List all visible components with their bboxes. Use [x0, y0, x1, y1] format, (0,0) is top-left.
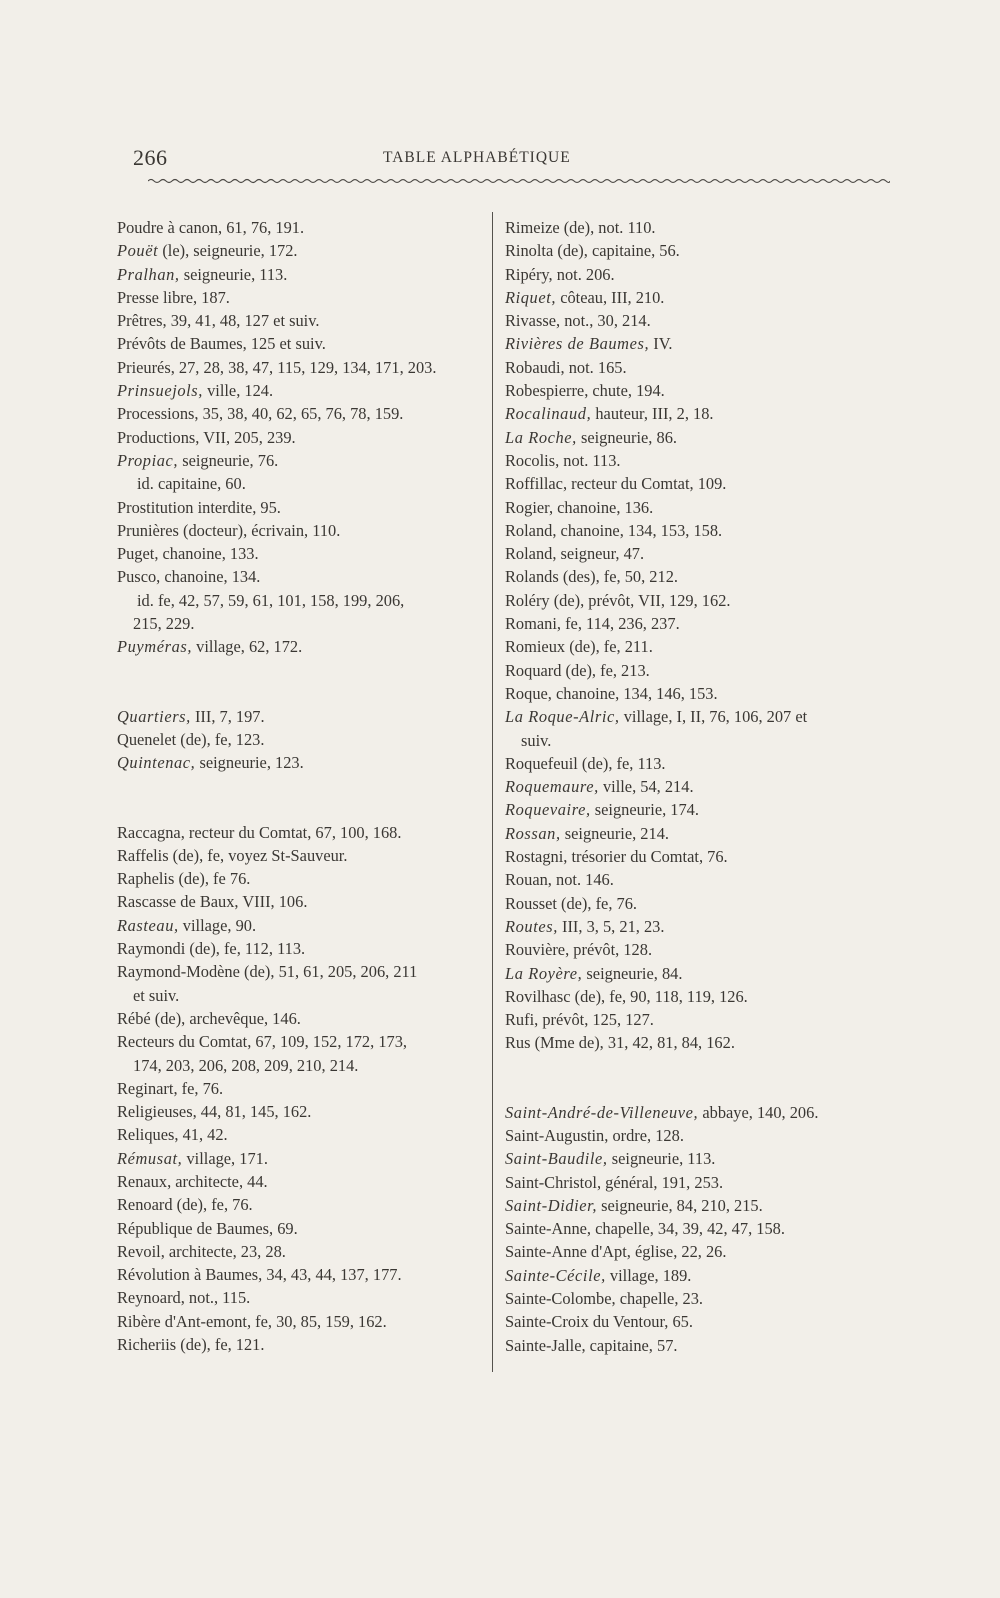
- entry-references: écrivain, 110.: [247, 520, 341, 540]
- entry-heading: Rocolis,: [505, 450, 560, 470]
- entry-references: prévôt, 128.: [569, 940, 653, 960]
- entry-references: 61, 76, 191.: [222, 218, 305, 237]
- entry-references: 27, 28, 38, 47, 115, 129, 134, 171, 203.: [174, 357, 437, 377]
- entry-heading: Roland,: [505, 544, 557, 564]
- entry-references: seigneurie, 76.: [178, 450, 279, 470]
- index-entry: [505, 1240, 875, 1263]
- index-entry: [505, 659, 875, 682]
- entry-heading: Raymond-Modène (de),: [117, 962, 275, 982]
- index-entry: [505, 635, 875, 658]
- index-entry: [505, 239, 875, 262]
- entry-heading: Rasteau,: [117, 915, 179, 935]
- entry-heading: Prostitution interdite,: [117, 497, 257, 517]
- entry-heading: Pralhan,: [117, 264, 180, 284]
- running-title: TABLE ALPHABÉTIQUE: [383, 149, 571, 166]
- index-entry: [505, 1264, 875, 1287]
- index-entry: [117, 890, 482, 913]
- index-entry: [505, 775, 875, 798]
- entry-heading: Saint-Didier,: [505, 1195, 598, 1215]
- entry-heading: Rimeize (de),: [505, 218, 595, 237]
- index-column-left: [117, 216, 482, 1356]
- entry-references: 215, 229.: [133, 614, 195, 634]
- entry-heading: Roléry (de),: [505, 590, 585, 610]
- entry-references: chute, 194.: [588, 381, 665, 401]
- entry-references: 174, 203, 206, 208, 209, 210, 214.: [133, 1055, 359, 1075]
- index-entry: [117, 1100, 482, 1123]
- index-entry: [505, 1124, 875, 1147]
- entry-references: not. 113.: [559, 450, 621, 470]
- index-entry: [117, 612, 482, 635]
- entry-references: chanoine, 134.: [160, 567, 261, 587]
- entry-references: village, 90.: [178, 915, 257, 935]
- index-entry: [505, 263, 875, 286]
- index-entry: [117, 844, 482, 867]
- entry-references: prévôt, VII, 129, 162.: [584, 590, 731, 610]
- entry-references: seigneurie, 113.: [179, 264, 288, 284]
- index-entry: [505, 1171, 875, 1194]
- index-entry: [117, 496, 482, 519]
- entry-heading: Quenelet (de),: [117, 729, 211, 749]
- entry-references: (le), seigneurie, 172.: [158, 241, 298, 261]
- index-entry: [505, 379, 875, 402]
- index-entry: [505, 309, 875, 332]
- index-entry: [505, 1101, 875, 1124]
- entry-heading: Revoil,: [117, 1241, 165, 1261]
- entry-references: 95.: [256, 497, 281, 517]
- index-entry: [505, 589, 875, 612]
- entry-heading: Saint-Christol,: [505, 1172, 602, 1192]
- entry-heading: Roffillac,: [505, 474, 568, 494]
- entry-references: fe, 112, 113.: [219, 939, 306, 959]
- entry-references: 125 et suiv.: [246, 334, 326, 354]
- index-entry: [505, 845, 875, 868]
- entry-heading: Rufi,: [505, 1010, 539, 1030]
- entry-heading: Renoard (de),: [117, 1195, 208, 1215]
- index-entry: [117, 542, 482, 565]
- index-entry: [117, 1123, 482, 1146]
- entry-heading: Prieurés,: [117, 357, 175, 377]
- index-entry: [117, 449, 482, 472]
- entry-references: seigneurie, 84, 210, 215.: [597, 1195, 763, 1215]
- index-entry: [117, 519, 482, 542]
- entry-references: fe, 121.: [210, 1335, 265, 1355]
- entry-references: fe, 90, 118, 119, 126.: [605, 986, 748, 1006]
- entry-heading: Rovilhasc (de),: [505, 986, 606, 1006]
- entry-heading: Roquevaire,: [505, 800, 591, 820]
- index-entry: [505, 356, 875, 379]
- index-entry: [117, 960, 482, 983]
- entry-heading: Recteurs du Comtat,: [117, 1032, 252, 1052]
- entry-references: fe, 123.: [210, 729, 265, 749]
- entry-heading: Rivasse,: [505, 311, 561, 331]
- section-gap: [117, 659, 482, 705]
- entry-heading: Rinolta (de),: [505, 241, 588, 261]
- entry-heading: Rocalinaud,: [505, 404, 592, 424]
- entry-references: seigneurie, 214.: [560, 823, 669, 843]
- entry-heading: Rus (Mme de),: [505, 1033, 604, 1053]
- index-entry: [117, 705, 482, 728]
- index-entry: [505, 1287, 875, 1310]
- index-entry: [505, 985, 875, 1008]
- index-entry: [117, 286, 482, 309]
- entry-heading: Rouan,: [505, 870, 552, 890]
- index-entry: [117, 1054, 482, 1077]
- entry-references: village, 189.: [605, 1265, 692, 1285]
- entry-heading: Rolands (des),: [505, 567, 600, 587]
- index-entry: [117, 402, 482, 425]
- index-entry: [117, 937, 482, 960]
- entry-heading: Rouvière,: [505, 940, 570, 960]
- index-entry: [117, 1170, 482, 1193]
- page-number: 266: [133, 145, 168, 170]
- index-entry: [505, 402, 875, 425]
- entry-references: fe, 76.: [207, 1195, 253, 1215]
- index-entry: [505, 1194, 875, 1217]
- entry-heading: Roland,: [505, 520, 557, 540]
- index-entry: [117, 1077, 482, 1100]
- entry-references: village, 171.: [182, 1148, 268, 1168]
- entry-references: prévôt, 125, 127.: [538, 1010, 654, 1030]
- index-entry: [505, 705, 875, 728]
- index-entry: [505, 915, 875, 938]
- index-entry: [505, 565, 875, 588]
- entry-heading: Rébé (de),: [117, 1008, 186, 1028]
- index-entry: [117, 216, 482, 239]
- index-entry: [505, 938, 875, 961]
- entry-heading: Rascasse de Baux,: [117, 892, 239, 912]
- entry-references: 41, 42.: [178, 1125, 228, 1145]
- entry-references: fe, 211.: [599, 637, 653, 657]
- entry-references: 67, 109, 152, 172, 173,: [251, 1032, 408, 1052]
- entry-heading: Raphelis (de),: [117, 869, 209, 889]
- entry-references: seigneurie, 123.: [195, 753, 304, 773]
- entry-references: suiv.: [521, 730, 552, 750]
- entry-heading: Riquet,: [505, 287, 557, 307]
- index-entry: [505, 426, 875, 449]
- entry-heading: Raffelis (de),: [117, 845, 204, 865]
- entry-references: not., 115.: [184, 1288, 251, 1308]
- entry-references: fe, 113.: [612, 753, 666, 773]
- entry-heading: Roquard (de),: [505, 660, 597, 680]
- entry-heading: Puget,: [117, 544, 159, 564]
- index-entry: [117, 1217, 482, 1240]
- entry-heading: Rémusat,: [117, 1148, 183, 1168]
- entry-heading: Rogier,: [505, 497, 554, 517]
- entry-references: III, 3, 5, 21, 23.: [557, 916, 665, 936]
- entry-heading: Propiac,: [117, 450, 179, 470]
- entry-references: fe, 50, 212.: [599, 567, 678, 587]
- entry-heading: Sainte-Colombe,: [505, 1289, 616, 1309]
- index-entry: [117, 332, 482, 355]
- entry-references: chanoine, 134, 153, 158.: [556, 520, 723, 540]
- entry-references: archevêque, 146.: [185, 1008, 301, 1028]
- entry-heading: Prinsuejols,: [117, 381, 203, 401]
- entry-references: 35, 38, 40, 62, 65, 76, 78, 159.: [198, 404, 404, 424]
- entry-heading: La Roque-Alric,: [505, 707, 620, 727]
- entry-references: hauteur, III, 2, 18.: [591, 404, 714, 424]
- entry-heading: Sainte-Cécile,: [505, 1265, 606, 1285]
- entry-heading: Sainte-Croix du Ventour,: [505, 1312, 669, 1332]
- entry-heading: id.: [137, 590, 154, 610]
- index-entry: [505, 286, 875, 309]
- index-entry: [117, 821, 482, 844]
- index-entry: [117, 379, 482, 402]
- entry-heading: Prunières (docteur),: [117, 520, 248, 540]
- index-entry: [505, 892, 875, 915]
- index-entry: [117, 914, 482, 937]
- entry-heading: Prêtres,: [117, 311, 167, 331]
- entry-references: village, I, II, 76, 106, 207 et: [619, 707, 808, 727]
- entry-heading: Rousset (de),: [505, 893, 592, 913]
- entry-references: VII, 205, 239.: [199, 427, 296, 447]
- index-entry: [505, 1334, 875, 1357]
- index-entry: [505, 1031, 875, 1054]
- index-entry: [505, 752, 875, 775]
- index-entry: [117, 984, 482, 1007]
- entry-references: not. 165.: [564, 357, 627, 377]
- entry-references: abbaye, 140, 206.: [698, 1102, 819, 1122]
- entry-heading: Raymondi (de),: [117, 939, 220, 959]
- index-column-right: [505, 216, 875, 1357]
- index-entry: [117, 867, 482, 890]
- index-entry: [505, 449, 875, 472]
- entry-references: 187.: [197, 287, 230, 307]
- entry-references: fe, 30, 85, 159, 162.: [251, 1311, 387, 1331]
- index-entry: [117, 589, 482, 612]
- entry-references: recteur du Comtat, 67, 100, 168.: [184, 822, 402, 842]
- index-entry: [117, 1030, 482, 1053]
- entry-references: capitaine, 57.: [585, 1335, 678, 1355]
- entry-references: capitaine, 60.: [153, 474, 246, 494]
- entry-heading: Sainte-Anne d'Apt,: [505, 1242, 631, 1262]
- index-entry: [117, 751, 482, 774]
- index-entry: [505, 798, 875, 821]
- entry-references: VIII, 106.: [238, 892, 308, 912]
- index-entry: [117, 728, 482, 751]
- index-entry: [117, 472, 482, 495]
- entry-heading: Richeriis (de),: [117, 1335, 211, 1355]
- entry-references: 34, 43, 44, 137, 177.: [262, 1265, 402, 1285]
- entry-references: seigneurie, 113.: [607, 1149, 716, 1169]
- index-entry: [117, 1007, 482, 1030]
- entry-heading: République de Baumes,: [117, 1218, 274, 1238]
- entry-references: not., 30, 214.: [560, 311, 651, 331]
- entry-heading: Productions,: [117, 427, 200, 447]
- index-entry: [505, 496, 875, 519]
- entry-references: fe, 213.: [596, 660, 650, 680]
- entry-heading: Rostagni,: [505, 847, 568, 867]
- index-entry: [117, 635, 482, 658]
- entry-heading: Raccagna,: [117, 822, 185, 842]
- index-entry: [505, 682, 875, 705]
- entry-heading: Quartiers,: [117, 706, 191, 726]
- entry-heading: Romieux (de),: [505, 637, 600, 657]
- index-entry: [117, 309, 482, 332]
- entry-references: fe, 76.: [591, 893, 638, 913]
- entry-references: seigneurie, 84.: [582, 963, 683, 983]
- entry-references: 44, 81, 145, 162.: [196, 1102, 312, 1122]
- entry-heading: La Royère,: [505, 963, 583, 983]
- entry-heading: La Roche,: [505, 427, 577, 447]
- entry-references: village, 62, 172.: [192, 637, 303, 657]
- entry-heading: Saint-Augustin,: [505, 1125, 609, 1145]
- entry-heading: Ribère d'Ant-emont,: [117, 1311, 252, 1331]
- entry-references: 31, 42, 81, 84, 162.: [603, 1033, 735, 1053]
- section-gap: [117, 775, 482, 821]
- entry-references: chanoine, 136.: [553, 497, 654, 517]
- entry-heading: Roquemaure,: [505, 777, 599, 797]
- entry-references: ordre, 128.: [608, 1125, 684, 1145]
- entry-heading: Rivières de Baumes,: [505, 334, 650, 354]
- entry-references: fe 76.: [208, 869, 251, 889]
- entry-references: 65.: [668, 1312, 693, 1332]
- entry-references: fe, voyez St-Sauveur.: [203, 845, 348, 865]
- index-entry: [505, 822, 875, 845]
- entry-heading: Roque,: [505, 683, 552, 703]
- entry-references: général, 191, 253.: [601, 1172, 724, 1192]
- index-entry: [505, 332, 875, 355]
- entry-references: not. 206.: [552, 264, 615, 284]
- entry-references: seigneurie, 86.: [576, 427, 677, 447]
- index-entry: [117, 356, 482, 379]
- entry-heading: Romani,: [505, 614, 561, 634]
- index-entry: [505, 1310, 875, 1333]
- index-entry: [117, 565, 482, 588]
- index-entry: [505, 216, 875, 239]
- entry-references: trésorier du Comtat, 76.: [567, 847, 728, 867]
- entry-references: seigneurie, 174.: [590, 800, 699, 820]
- entry-references: chapelle, 34, 39, 42, 47, 158.: [591, 1219, 785, 1239]
- entry-references: 39, 41, 48, 127 et suiv.: [166, 311, 320, 331]
- entry-heading: Robaudi,: [505, 357, 565, 377]
- index-entry: [505, 1008, 875, 1031]
- entry-references: recteur du Comtat, 109.: [567, 474, 727, 494]
- entry-references: fe, 114, 236, 237.: [561, 614, 680, 634]
- entry-heading: Presse libre,: [117, 287, 198, 307]
- entry-references: ville, 54, 214.: [598, 777, 694, 797]
- entry-heading: Reginart,: [117, 1078, 178, 1098]
- index-entry: [117, 426, 482, 449]
- index-entry: [505, 472, 875, 495]
- entry-references: côteau, III, 210.: [556, 287, 665, 307]
- entry-references: chapelle, 23.: [615, 1289, 704, 1309]
- index-entry: [117, 263, 482, 286]
- entry-references: seigneur, 47.: [556, 544, 645, 564]
- entry-heading: Routes,: [505, 916, 558, 936]
- index-entry: [505, 729, 875, 752]
- entry-references: III, 7, 197.: [190, 706, 265, 726]
- entry-heading: Reynoard,: [117, 1288, 185, 1308]
- index-entry: [505, 1217, 875, 1240]
- entry-heading: Révolution à Baumes,: [117, 1265, 263, 1285]
- index-entry: [505, 962, 875, 985]
- entry-references: 51, 61, 205, 206, 211: [274, 962, 418, 982]
- entry-references: architecte, 44.: [171, 1171, 268, 1191]
- entry-heading: Robespierre,: [505, 381, 589, 401]
- entry-references: et suiv.: [133, 985, 180, 1005]
- entry-heading: Puyméras,: [117, 637, 193, 657]
- entry-references: architecte, 23, 28.: [164, 1241, 286, 1261]
- header-rule: [148, 176, 890, 184]
- entry-references: 69.: [273, 1218, 298, 1238]
- index-entry: [117, 239, 482, 262]
- entry-heading: Prévôts de Baumes,: [117, 334, 247, 354]
- entry-references: chanoine, 134, 146, 153.: [551, 683, 718, 703]
- section-gap: [505, 1055, 875, 1101]
- entry-heading: Reliques,: [117, 1125, 179, 1145]
- index-entry: [505, 519, 875, 542]
- entry-heading: id.: [137, 474, 154, 494]
- index-entry: [117, 1310, 482, 1333]
- entry-references: église, 22, 26.: [630, 1242, 727, 1262]
- entry-references: IV.: [649, 334, 673, 354]
- entry-references: capitaine, 56.: [587, 241, 680, 261]
- entry-heading: Saint-Baudile,: [505, 1149, 608, 1169]
- column-divider: [492, 212, 493, 1372]
- index-entry: [505, 868, 875, 891]
- index-entry: [117, 1286, 482, 1309]
- index-entry: [117, 1240, 482, 1263]
- entry-references: fe, 42, 57, 59, 61, 101, 158, 199, 206,: [153, 590, 405, 610]
- entry-heading: Sainte-Jalle,: [505, 1335, 586, 1355]
- entry-heading: Religieuses,: [117, 1102, 197, 1122]
- entry-heading: Poudre à canon,: [117, 218, 223, 237]
- entry-heading: Processions,: [117, 404, 199, 424]
- entry-heading: Roquefeuil (de),: [505, 753, 613, 773]
- entry-heading: Sainte-Anne,: [505, 1219, 592, 1239]
- index-entry: [505, 542, 875, 565]
- index-entry: [117, 1333, 482, 1356]
- index-entry: [117, 1263, 482, 1286]
- entry-heading: Pusco,: [117, 567, 161, 587]
- entry-references: fe, 76.: [177, 1078, 224, 1098]
- entry-heading: Rossan,: [505, 823, 561, 843]
- index-entry: [117, 1193, 482, 1216]
- entry-references: not. 146.: [551, 870, 614, 890]
- entry-references: ville, 124.: [202, 381, 274, 401]
- entry-heading: Ripéry,: [505, 264, 553, 284]
- entry-heading: Renaux,: [117, 1171, 172, 1191]
- index-entry: [117, 1147, 482, 1170]
- entry-heading: Pouët: [117, 241, 159, 261]
- index-entry: [505, 1147, 875, 1170]
- entry-heading: Quintenac,: [117, 753, 196, 773]
- entry-references: not. 110.: [594, 218, 656, 237]
- entry-heading: Saint-André-de-Villeneuve,: [505, 1102, 699, 1122]
- entry-references: chanoine, 133.: [158, 544, 259, 564]
- index-entry: [505, 612, 875, 635]
